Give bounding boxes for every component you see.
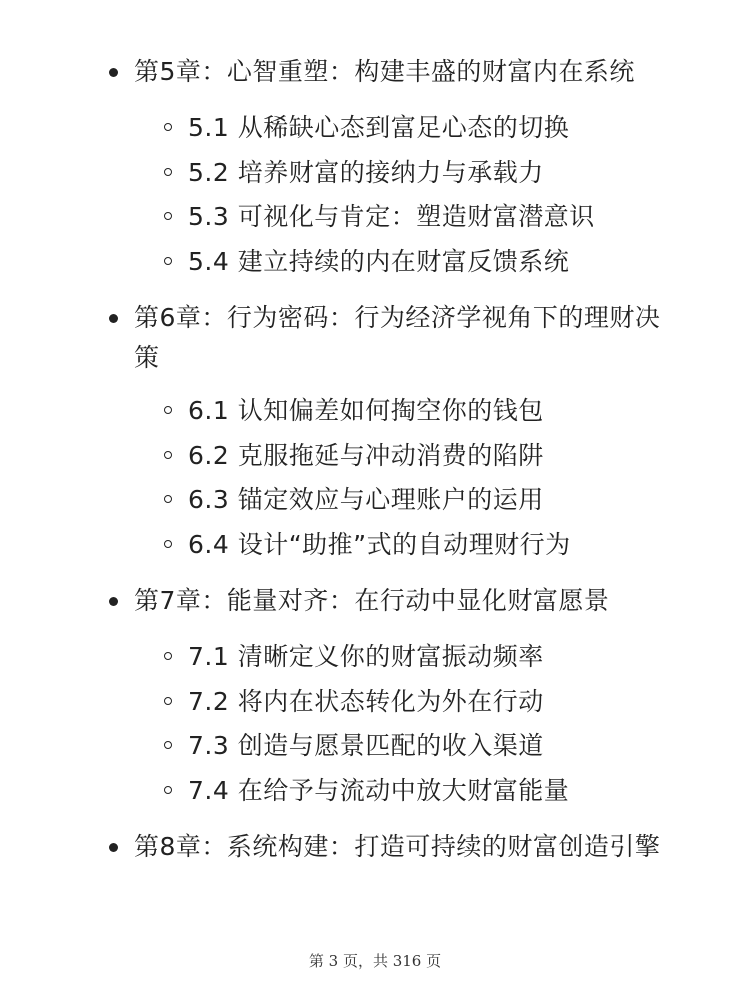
section-5-4-item: 5.4 建立持续的内在财富反馈系统	[188, 242, 688, 282]
chapter-8-item: 第8章：系统构建：打造可持续的财富创造引擎	[134, 827, 674, 867]
section-5-1-item: 5.1 从稀缺心态到富足心态的切换	[188, 108, 688, 148]
section-7-3-item: 7.3 创造与愿景匹配的收入渠道	[188, 726, 688, 766]
section-6-2-item: 6.2 克服拖延与冲动消费的陷阱	[188, 436, 688, 476]
section-6-3-item: 6.3 锚定效应与心理账户的运用	[188, 480, 688, 520]
chapter-6-item: 第6章：行为密码：行为经济学视角下的理财决策	[134, 298, 674, 378]
page-number-footer: 第 3 页，共 316 页	[308, 952, 442, 970]
section-5-3-item: 5.3 可视化与肯定：塑造财富潜意识	[188, 197, 688, 237]
section-7-1-item: 7.1 清晰定义你的财富振动频率	[188, 637, 688, 677]
section-7-4-item: 7.4 在给予与流动中放大财富能量	[188, 771, 688, 811]
chapter-7-item: 第7章：能量对齐：在行动中显化财富愿景	[134, 581, 674, 621]
section-7-2-item: 7.2 将内在状态转化为外在行动	[188, 682, 688, 722]
section-5-2-item: 5.2 培养财富的接纳力与承载力	[188, 153, 688, 193]
chapter-5-item: 第5章：心智重塑：构建丰盛的财富内在系统	[134, 52, 674, 92]
section-6-1-item: 6.1 认知偏差如何掏空你的钱包	[188, 391, 688, 431]
section-6-4-item: 6.4 设计“助推”式的自动理财行为	[188, 525, 688, 565]
